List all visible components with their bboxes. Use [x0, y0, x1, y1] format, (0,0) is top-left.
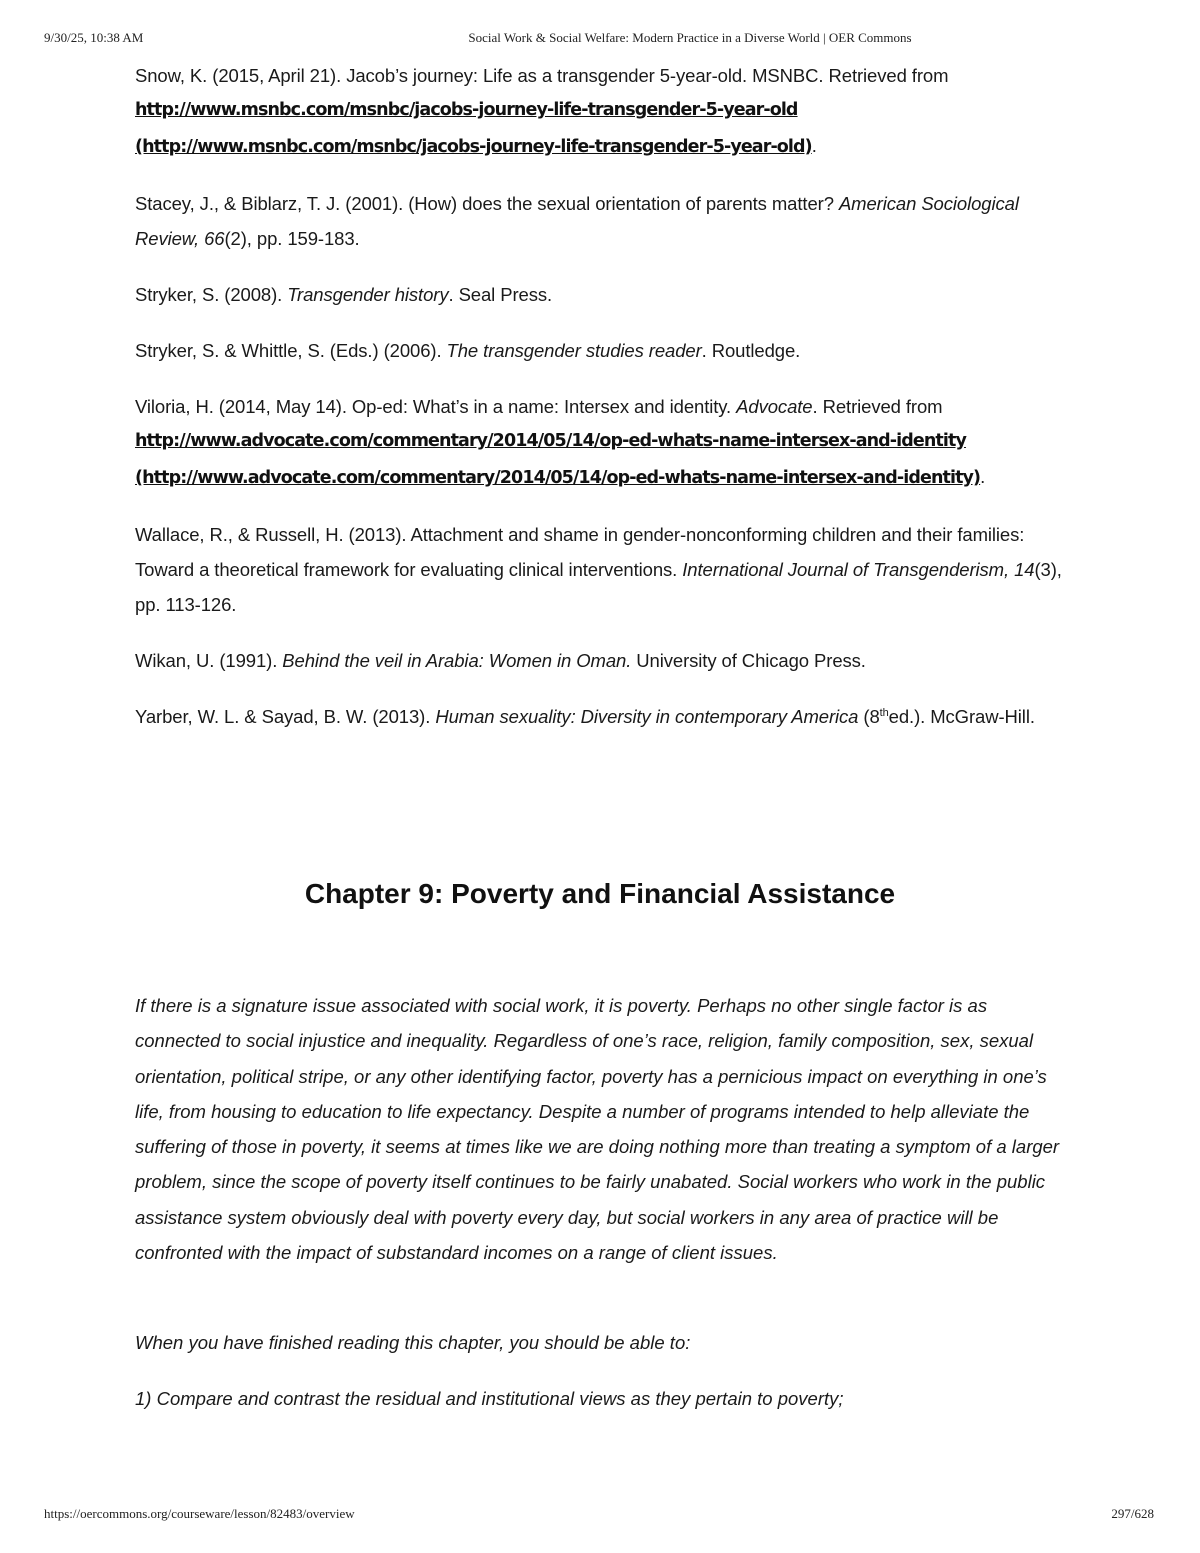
- reference-link[interactable]: (http://www.advocate.com/commentary/2014/05/14/op-ed-whats-name-intersex-and-identity): [135, 468, 981, 488]
- print-url: https://oercommons.org/courseware/lesson/82483/overview: [44, 1506, 355, 1521]
- objectives-lead: When you have finished reading this chapter, you should be able to:: [135, 1332, 691, 1353]
- chapter-title: Chapter 9: Poverty and Financial Assistance: [304, 878, 896, 909]
- reference-link[interactable]: http://www.advocate.com/commentary/2014/05/14/op-ed-whats-name-intersex-and-identity: [135, 431, 966, 451]
- page-number: 297/628: [1111, 1506, 1154, 1521]
- reference-stryker-2006: Stryker, S. & Whittle, S. (Eds.) (2006). The transgender studies reader. Routledge.: [135, 340, 801, 361]
- reference-link[interactable]: http://www.msnbc.com/msnbc/jacobs-journey-life-transgender-5-year-old: [135, 100, 798, 120]
- reference-stryker-2008: Stryker, S. (2008). Transgender history. Seal Press.: [135, 284, 553, 305]
- reference-link[interactable]: (http://www.msnbc.com/msnbc/jacobs-journey-life-transgender-5-year-old): [135, 137, 812, 157]
- reference-snow: Snow, K. (2015, April 21). Jacob’s journey: Life as a transgender 5-year-old. MSNBC. Retrieved from http://www.msnbc.com/msnbc/jacobs-journey-life-transgender-5-year-old (http://www.msnbc.com/msnbc/jacobs-journey-life-transgender-5-year-old).: [135, 58, 1065, 165]
- objective-item: 1) Compare and contrast the residual and institutional views as they pertain to poverty;: [135, 1388, 844, 1409]
- references-list: [135, 58, 1065, 755]
- reference-wallace: Wallace, R., & Russell, H. (2013). Attachment and shame in gender-nonconforming children and their families: Toward a theoretical framework for evaluating clinical interventions. International Journal of Transgenderism, 14(3), pp. 113-126.: [135, 524, 1062, 615]
- print-footer: [0, 1506, 1200, 1526]
- chapter-intro: If there is a signature issue associated with social work, it is poverty. Perhaps no other single factor is as connected to social injustice and inequality. Regardless of one’s race, religion, family composition, sex, sexual orientation, political stripe, or any other identifying factor, poverty has a pernicious impact on everything in one’s life, from housing to education to life expectancy. Despite a number of programs intended to help alleviate the suffering of those in poverty, it seems at times like we are doing nothing more than treating a symptom of a larger problem, since the scope of poverty itself continues to be fairly unabated. Social workers who work in the public assistance system obviously deal with poverty every day, but social workers in any area of practice will be confronted with the impact of substandard incomes on a range of client issues.: [135, 995, 1060, 1264]
- reference-viloria: Viloria, H. (2014, May 14). Op-ed: What’s in a name: Intersex and identity. Advocate. Retrieved from http://www.advocate.com/commentary/2014/05/14/op-ed-whats-name-intersex-and-identity (http://www.advocate.com/commentary/2014/05/14/op-ed-whats-name-intersex-and-identity).: [135, 389, 1065, 496]
- reference-yarber: Yarber, W. L. & Sayad, B. W. (2013). Human sexuality: Diversity in contemporary America (8thed.). McGraw-Hill.: [135, 706, 1035, 727]
- print-datetime: 9/30/25, 10:38 AM: [44, 30, 144, 45]
- print-header: [0, 30, 1200, 50]
- reference-stacey: Stacey, J., & Biblarz, T. J. (2001). (How) does the sexual orientation of parents matter? American Sociological Review, 66(2), pp. 159-183.: [135, 193, 1019, 249]
- reference-wikan: Wikan, U. (1991). Behind the veil in Arabia: Women in Oman. University of Chicago Press.: [135, 650, 866, 671]
- print-page-title: Social Work & Social Welfare: Modern Practice in a Diverse World | OER Commons: [468, 30, 912, 45]
